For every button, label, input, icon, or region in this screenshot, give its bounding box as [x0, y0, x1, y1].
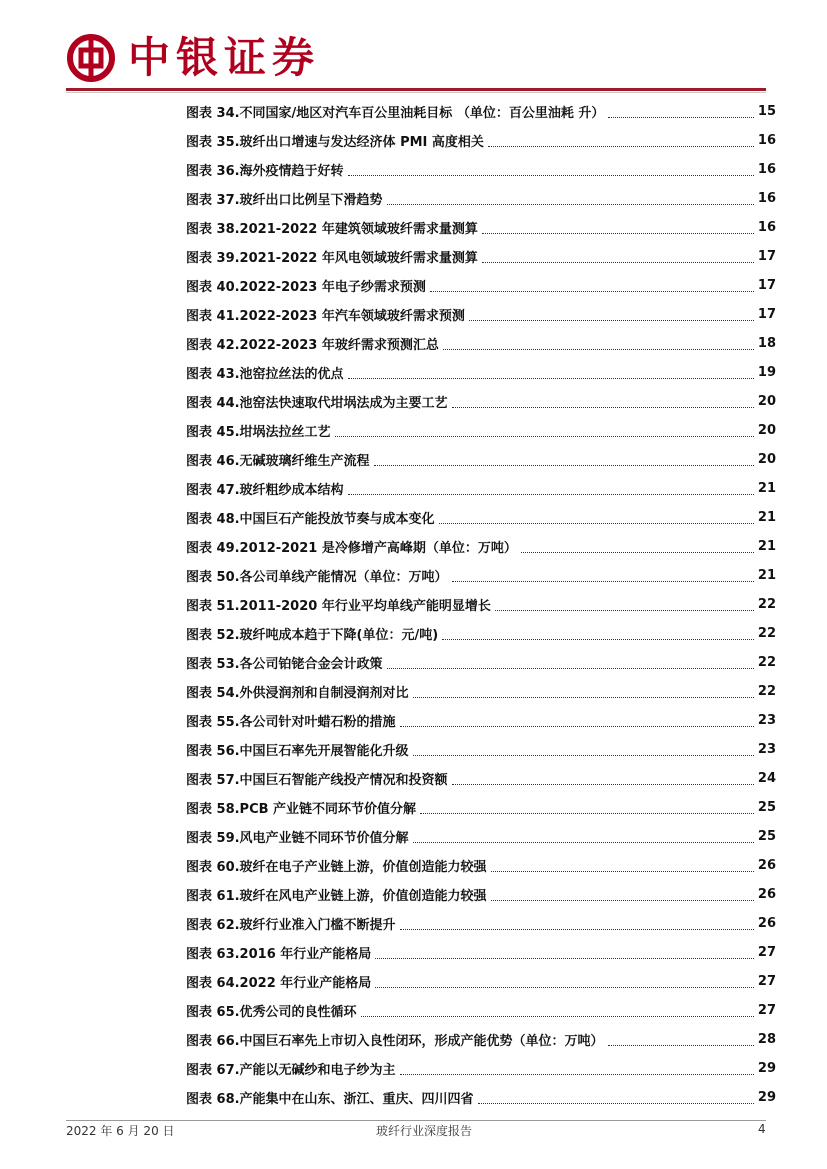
toc-entry-label: 图表 36.海外疫情趋于好转 — [186, 164, 344, 179]
toc-leader-dots — [491, 890, 754, 901]
toc-entry-page: 27 — [757, 945, 776, 960]
toc-entry-page: 29 — [757, 1061, 776, 1076]
toc-entry[interactable] — [186, 590, 776, 619]
toc-leader-dots — [387, 658, 754, 669]
toc-entry[interactable] — [186, 242, 776, 271]
toc-entry-label: 图表 49.2012-2021 是冷修增产高峰期（单位：万吨） — [186, 541, 517, 556]
toc-entry-label: 图表 35.玻纤出口增速与发达经济体 PMI 高度相关 — [186, 135, 484, 150]
toc-entry[interactable] — [186, 735, 776, 764]
toc-entry[interactable] — [186, 300, 776, 329]
toc-entry[interactable] — [186, 648, 776, 677]
toc-leader-dots — [387, 194, 754, 205]
toc-entry-label: 图表 42.2022-2023 年玻纤需求预测汇总 — [186, 338, 439, 353]
toc-leader-dots — [482, 252, 754, 263]
toc-leader-dots — [335, 426, 754, 437]
toc-entry-page: 20 — [757, 394, 776, 409]
toc-entry-page: 22 — [757, 626, 776, 641]
toc-entry-page: 20 — [757, 423, 776, 438]
toc-leader-dots — [413, 687, 754, 698]
toc-leader-dots — [430, 281, 754, 292]
toc-entry-label: 图表 44.池窑法快速取代坩埚法成为主要工艺 — [186, 396, 448, 411]
toc-entry-label: 图表 57.中国巨石智能产线投产情况和投资额 — [186, 773, 448, 788]
table-of-figures — [186, 97, 776, 1112]
toc-entry-label: 图表 61.玻纤在风电产业链上游，价值创造能力较强 — [186, 889, 487, 904]
toc-entry-page: 25 — [757, 829, 776, 844]
footer-rule — [66, 1120, 766, 1121]
toc-entry-page: 16 — [757, 162, 776, 177]
toc-entry-label: 图表 43.池窑拉丝法的优点 — [186, 367, 344, 382]
toc-entry[interactable] — [186, 1025, 776, 1054]
toc-entry-label: 图表 40.2022-2023 年电子纱需求预测 — [186, 280, 426, 295]
toc-entry-label: 图表 67.产能以无碱纱和电子纱为主 — [186, 1063, 396, 1078]
toc-entry-page: 27 — [757, 1003, 776, 1018]
toc-entry-page: 22 — [757, 684, 776, 699]
toc-entry-label: 图表 51.2011-2020 年行业平均单线产能明显增长 — [186, 599, 491, 614]
toc-leader-dots — [413, 745, 754, 756]
toc-leader-dots — [400, 1064, 754, 1075]
toc-leader-dots — [452, 571, 754, 582]
toc-leader-dots — [608, 107, 754, 118]
toc-entry[interactable] — [186, 126, 776, 155]
toc-entry[interactable] — [186, 764, 776, 793]
toc-entry[interactable] — [186, 851, 776, 880]
toc-entry[interactable] — [186, 155, 776, 184]
toc-entry[interactable] — [186, 938, 776, 967]
footer-report-title: 玻纤行业深度报告 — [376, 1124, 473, 1138]
toc-leader-dots — [374, 455, 754, 466]
toc-entry-page: 26 — [757, 916, 776, 931]
brand-name: 中银证券 — [128, 33, 321, 82]
toc-entry-label: 图表 55.各公司针对叶蜡石粉的措施 — [186, 715, 396, 730]
footer-page-number: 4 — [758, 1122, 766, 1136]
toc-leader-dots — [608, 1035, 754, 1046]
toc-entry-label: 图表 54.外供浸润剂和自制浸润剂对比 — [186, 686, 409, 701]
toc-entry[interactable] — [186, 967, 776, 996]
toc-entry-label: 图表 39.2021-2022 年风电领域玻纤需求量测算 — [186, 251, 478, 266]
toc-leader-dots — [375, 977, 754, 988]
toc-entry-label: 图表 41.2022-2023 年汽车领域玻纤需求预测 — [186, 309, 465, 324]
bank-of-china-logo-icon — [66, 33, 116, 83]
toc-entry-label: 图表 65.优秀公司的良性循环 — [186, 1005, 357, 1020]
toc-entry-page: 26 — [757, 858, 776, 873]
toc-entry[interactable] — [186, 880, 776, 909]
toc-leader-dots — [469, 310, 754, 321]
toc-entry[interactable] — [186, 619, 776, 648]
toc-leader-dots — [488, 136, 754, 147]
toc-leader-dots — [521, 542, 754, 553]
toc-leader-dots — [442, 629, 754, 640]
toc-entry[interactable] — [186, 706, 776, 735]
toc-entry-label: 图表 50.各公司单线产能情况（单位：万吨） — [186, 570, 448, 585]
toc-entry-page: 17 — [757, 307, 776, 322]
toc-entry-page: 21 — [757, 481, 776, 496]
toc-entry-label: 图表 48.中国巨石产能投放节奏与成本变化 — [186, 512, 435, 527]
toc-entry[interactable] — [186, 97, 776, 126]
toc-entry-label: 图表 53.各公司铂铑合金会计政策 — [186, 657, 383, 672]
toc-entry[interactable] — [186, 184, 776, 213]
toc-entry-page: 28 — [757, 1032, 776, 1047]
toc-leader-dots — [348, 368, 754, 379]
toc-leader-dots — [348, 484, 754, 495]
toc-leader-dots — [400, 919, 754, 930]
toc-entry[interactable] — [186, 416, 776, 445]
toc-entry-page: 21 — [757, 568, 776, 583]
toc-entry[interactable] — [186, 1083, 776, 1112]
toc-entry-page: 15 — [757, 104, 776, 119]
toc-entry[interactable] — [186, 561, 776, 590]
toc-leader-dots — [491, 861, 754, 872]
toc-leader-dots — [482, 223, 754, 234]
toc-entry-label: 图表 66.中国巨石率先上市切入良性闭环，形成产能优势（单位：万吨） — [186, 1034, 604, 1049]
toc-entry-label: 图表 52.玻纤吨成本趋于下降(单位：元/吨) — [186, 628, 439, 643]
toc-entry-page: 16 — [757, 220, 776, 235]
toc-entry-label: 图表 59.风电产业链不同环节价值分解 — [186, 831, 409, 846]
toc-leader-dots — [452, 397, 754, 408]
toc-entry-page: 29 — [757, 1090, 776, 1105]
toc-entry-page: 24 — [757, 771, 776, 786]
toc-entry-label: 图表 60.玻纤在电子产业链上游，价值创造能力较强 — [186, 860, 487, 875]
toc-entry[interactable] — [186, 996, 776, 1025]
toc-leader-dots — [452, 774, 754, 785]
toc-leader-dots — [361, 1006, 754, 1017]
toc-entry[interactable] — [186, 271, 776, 300]
toc-entry-page: 20 — [757, 452, 776, 467]
toc-entry-label: 图表 46.无碱玻璃纤维生产流程 — [186, 454, 370, 469]
toc-entry-label: 图表 37.玻纤出口比例呈下滑趋势 — [186, 193, 383, 208]
toc-entry-label: 图表 64.2022 年行业产能格局 — [186, 976, 372, 991]
toc-entry-label: 图表 68.产能集中在山东、浙江、重庆、四川四省 — [186, 1092, 474, 1107]
toc-entry[interactable] — [186, 503, 776, 532]
toc-entry-label: 图表 45.坩埚法拉丝工艺 — [186, 425, 331, 440]
toc-entry-label: 图表 34.不同国家/地区对汽车百公里油耗目标 （单位：百公里油耗 升） — [186, 106, 605, 121]
toc-entry-label: 图表 47.玻纤粗纱成本结构 — [186, 483, 344, 498]
toc-entry[interactable] — [186, 358, 776, 387]
toc-leader-dots — [420, 803, 754, 814]
toc-entry[interactable] — [186, 329, 776, 358]
brand-logo — [66, 30, 320, 86]
toc-entry-page: 23 — [757, 742, 776, 757]
toc-entry[interactable] — [186, 677, 776, 706]
footer-date: 2022 年 6 月 20 日 — [66, 1124, 175, 1138]
toc-leader-dots — [443, 339, 754, 350]
toc-entry-label: 图表 63.2016 年行业产能格局 — [186, 947, 372, 962]
header-rule-secondary — [66, 92, 766, 93]
toc-entry-page: 21 — [757, 510, 776, 525]
toc-entry-page: 18 — [757, 336, 776, 351]
toc-entry-page: 25 — [757, 800, 776, 815]
toc-entry[interactable] — [186, 793, 776, 822]
toc-entry[interactable] — [186, 532, 776, 561]
toc-entry[interactable] — [186, 474, 776, 503]
toc-entry-page: 21 — [757, 539, 776, 554]
toc-entry-page: 19 — [757, 365, 776, 380]
toc-entry-page: 17 — [757, 249, 776, 264]
toc-entry-page: 22 — [757, 655, 776, 670]
toc-entry[interactable] — [186, 822, 776, 851]
toc-entry[interactable] — [186, 909, 776, 938]
toc-entry[interactable] — [186, 387, 776, 416]
toc-entry-page: 16 — [757, 133, 776, 148]
toc-entry-page: 23 — [757, 713, 776, 728]
toc-leader-dots — [400, 716, 754, 727]
toc-leader-dots — [413, 832, 754, 843]
toc-entry-label: 图表 58.PCB 产业链不同环节价值分解 — [186, 802, 417, 817]
toc-entry-page: 27 — [757, 974, 776, 989]
toc-leader-dots — [348, 165, 754, 176]
toc-leader-dots — [439, 513, 754, 524]
toc-entry-page: 26 — [757, 887, 776, 902]
toc-entry-label: 图表 62.玻纤行业准入门槛不断提升 — [186, 918, 396, 933]
toc-entry-label: 图表 56.中国巨石率先开展智能化升级 — [186, 744, 409, 759]
toc-entry-page: 22 — [757, 597, 776, 612]
toc-entry-page: 17 — [757, 278, 776, 293]
toc-leader-dots — [478, 1093, 754, 1104]
toc-entry[interactable] — [186, 1054, 776, 1083]
toc-entry[interactable] — [186, 213, 776, 242]
toc-leader-dots — [375, 948, 754, 959]
toc-leader-dots — [495, 600, 754, 611]
toc-entry[interactable] — [186, 445, 776, 474]
toc-entry-label: 图表 38.2021-2022 年建筑领域玻纤需求量测算 — [186, 222, 478, 237]
toc-entry-page: 16 — [757, 191, 776, 206]
header-rule — [66, 88, 766, 91]
